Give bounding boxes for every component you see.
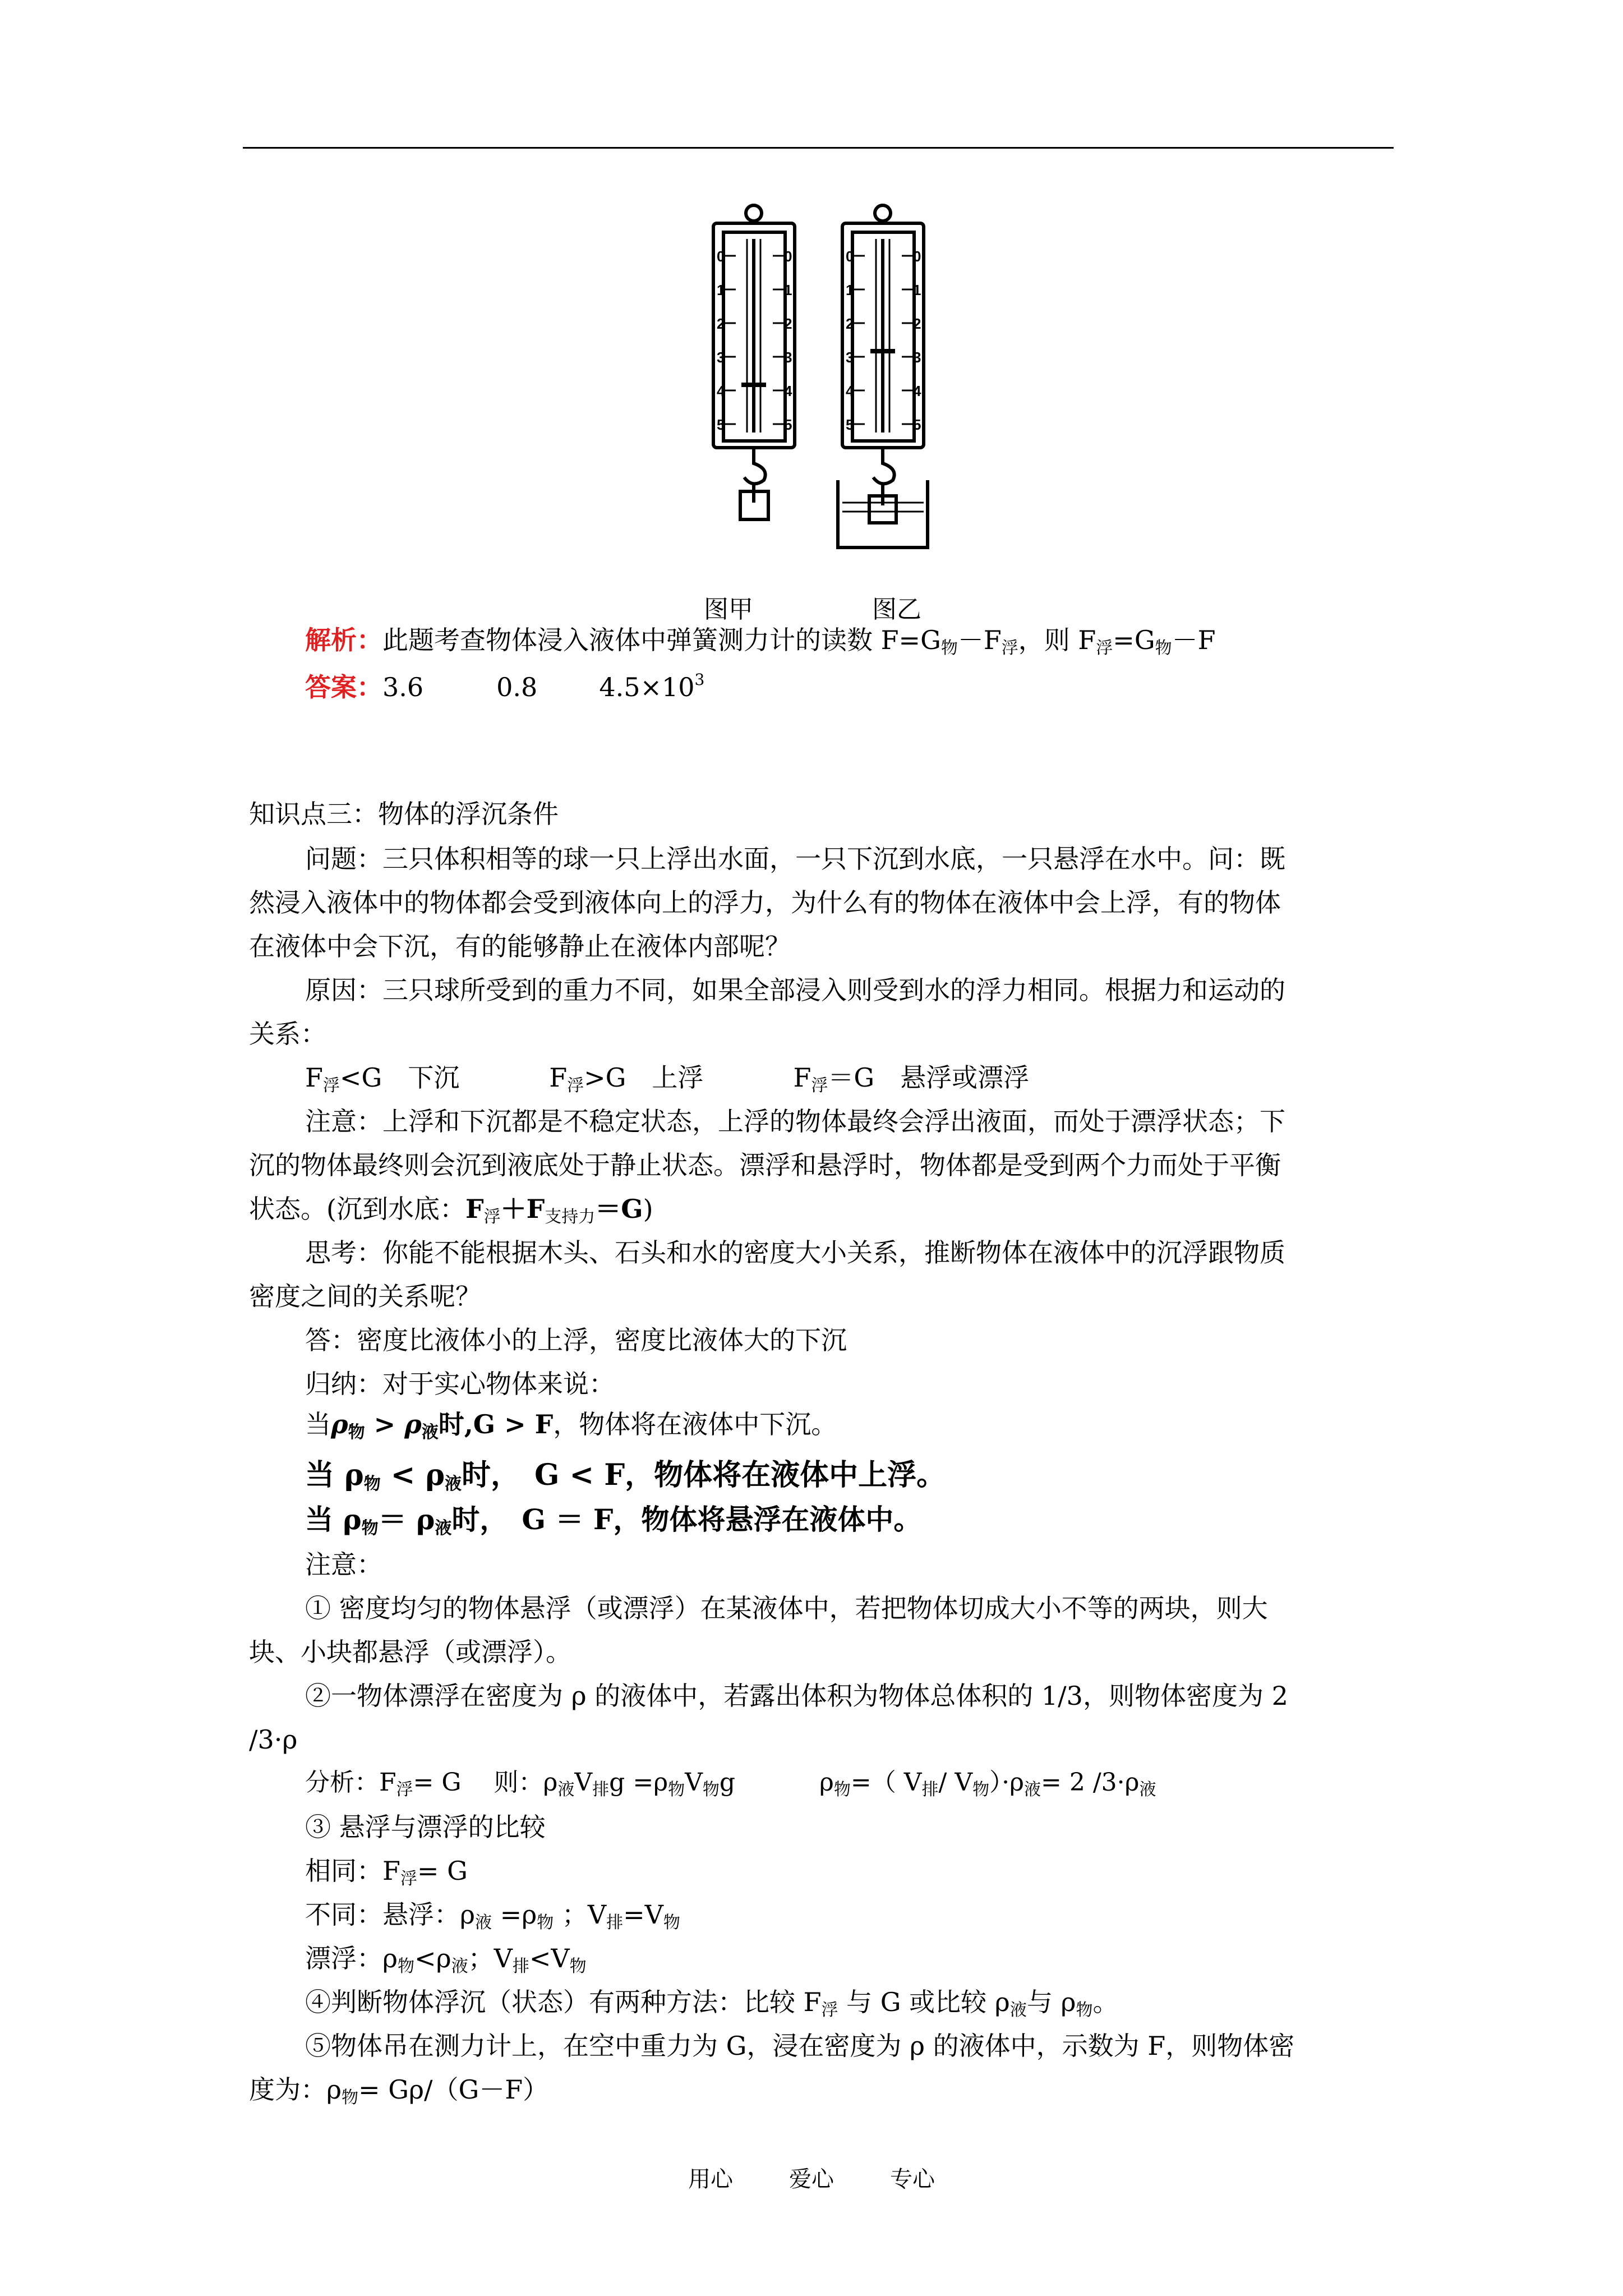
reason-line-2: 关系： bbox=[249, 1019, 326, 1049]
question-line-1: 问题：三只体积相等的球一只上浮出水面，一只下沉到水底，一只悬浮在水中。问：既 bbox=[305, 844, 1285, 874]
spring-scales-figure bbox=[708, 200, 932, 592]
think-line-2: 密度之间的关系呢？ bbox=[249, 1281, 481, 1312]
question-line-2: 然浸入液体中的物体都会受到液体向上的浮力，为什么有的物体在液体中会上浮，有的物体 bbox=[249, 887, 1281, 918]
note1-line-1: 注意：上浮和下沉都是不稳定状态，上浮的物体最终会浮出液面，而处于漂浮状态；下 bbox=[305, 1106, 1285, 1137]
svg-text:4: 4 bbox=[717, 383, 725, 399]
svg-text:5: 5 bbox=[846, 416, 854, 433]
svg-text:2: 2 bbox=[717, 315, 725, 332]
same-line: 相同：$F_浮= G$ bbox=[305, 1856, 468, 1889]
scale-jia bbox=[713, 205, 795, 519]
question-line-3: 在液体中会下沉，有的能够静止在液体内部呢？ bbox=[249, 931, 791, 961]
n4-line: ④判断物体浮沉（状态）有两种方法：比较 $F_浮$ 与 G 或比较 $\rho_液$与 $\rho_物$。 bbox=[305, 1987, 1119, 2020]
svg-text:3: 3 bbox=[784, 349, 792, 366]
float-line: 漂浮：$\rho_物<\rho_液$；$V_排<V_物$ bbox=[305, 1943, 587, 1976]
svg-text:3: 3 bbox=[717, 349, 725, 366]
svg-text:1: 1 bbox=[717, 282, 725, 298]
svg-text:2: 2 bbox=[784, 315, 792, 332]
think-line-1: 思考：你能不能根据木头、石头和水的密度大小关系，推断物体在液体中的沉浮跟物质 bbox=[305, 1237, 1285, 1268]
summary-line: 归纳：对于实心物体来说： bbox=[305, 1369, 615, 1399]
svg-text:2: 2 bbox=[913, 315, 921, 332]
svg-text:1: 1 bbox=[784, 282, 792, 298]
svg-text:0: 0 bbox=[784, 248, 792, 265]
section-title: 知识点三：物体的浮沉条件 bbox=[249, 799, 559, 829]
svg-text:4: 4 bbox=[913, 383, 921, 399]
svg-text:3: 3 bbox=[846, 349, 854, 366]
svg-text:1: 1 bbox=[913, 282, 921, 298]
svg-text:4: 4 bbox=[784, 383, 792, 399]
n5-line-1: ⑤物体吊在测力计上，在空中重力为 G，浸在密度为 ρ 的液体中，示数为 F，则物体密 bbox=[305, 2031, 1295, 2061]
conditions-line: $F_浮<G$ 下沉 $F_浮>G$ 上浮 $F_浮=G$ 悬浮或漂浮 bbox=[305, 1062, 1030, 1096]
svg-text:0: 0 bbox=[717, 248, 725, 265]
svg-text:2: 2 bbox=[846, 315, 854, 332]
answer-line: 答案：3.6 0.8 $4.5\times 10^3$ bbox=[305, 670, 705, 702]
header-rule bbox=[243, 147, 1394, 149]
svg-text:3: 3 bbox=[913, 349, 921, 366]
note1-line-3: 状态。(沉到水底：$F_浮+F_{支持力}=G$) bbox=[249, 1194, 653, 1227]
n1-line-1: ① 密度均匀的物体悬浮（或漂浮）在某液体中，若把物体切成大小不等的两块，则大 bbox=[305, 1593, 1268, 1623]
svg-text:5: 5 bbox=[913, 416, 921, 433]
page-footer: 用心 爱心 专心 bbox=[688, 2166, 935, 2192]
svg-text:0: 0 bbox=[913, 248, 921, 265]
svg-text:5: 5 bbox=[717, 416, 725, 433]
note1-line-2: 沉的物体最终则会沉到液底处于静止状态。漂浮和悬浮时，物体都是受到两个力而处于平衡 bbox=[249, 1150, 1281, 1180]
note2-label: 注意： bbox=[305, 1549, 382, 1580]
answer2-line: 答：密度比液体小的上浮，密度比液体大的下沉 bbox=[305, 1325, 847, 1355]
caption-jia: 图甲 bbox=[704, 595, 753, 624]
svg-text:5: 5 bbox=[784, 416, 792, 433]
analysis-line: 解析：此题考查物体浸入液体中弹簧测力计的读数 $F=G_物-F_浮$，则 $F_浮=G_物-F$ bbox=[305, 625, 1216, 658]
answer-label: 答案： bbox=[305, 672, 382, 702]
n2-analysis-line: 分析：$F_浮= G$ 则：$\rho_液V_排g =\rho_物V_物g$ $\rho_物=$（ $V_排/$ $V_物)\cdot\rho_液= 2$ $/3\cdot\rho_液$ bbox=[305, 1768, 1156, 1800]
n5-line-2: 度为：$\rho_物= G\rho/(G-F)$ bbox=[249, 2074, 549, 2108]
analysis-label: 解析： bbox=[305, 625, 382, 655]
reason-line-1: 原因：三只球所受到的重力不同，如果全部浸入则受到水的浮力相同。根据力和运动的 bbox=[305, 975, 1285, 1005]
n3-line: ③ 悬浮与漂浮的比较 bbox=[305, 1812, 546, 1842]
caption-yi: 图乙 bbox=[872, 595, 921, 624]
n1-line-2: 块、小块都悬浮（或漂浮）。 bbox=[249, 1637, 571, 1667]
rule1-line: 当$\rho_物 > \rho_液$时,G > F，物体将在液体中下沉。 bbox=[305, 1409, 837, 1442]
svg-text:0: 0 bbox=[846, 248, 854, 265]
rule3-line: 当 $\rho_物= \rho_液$时， G ＝ F，物体将悬浮在液体中。 bbox=[305, 1503, 922, 1538]
diff-line: 不同：悬浮：$\rho_液 =\rho_物$ ；$V_排=V_物$ bbox=[305, 1899, 680, 1932]
n2-line-2: /3·ρ bbox=[249, 1724, 298, 1755]
svg-text:1: 1 bbox=[846, 282, 854, 298]
n2-line-1: ②一物体漂浮在密度为 ρ 的液体中，若露出体积为物体总体积的 1/3，则物体密度为 2 bbox=[305, 1681, 1288, 1711]
rule2-line: 当 $\rho_物 < \rho_液$时， G < F，物体将在液体中上浮。 bbox=[305, 1458, 946, 1494]
svg-text:4: 4 bbox=[846, 383, 854, 399]
